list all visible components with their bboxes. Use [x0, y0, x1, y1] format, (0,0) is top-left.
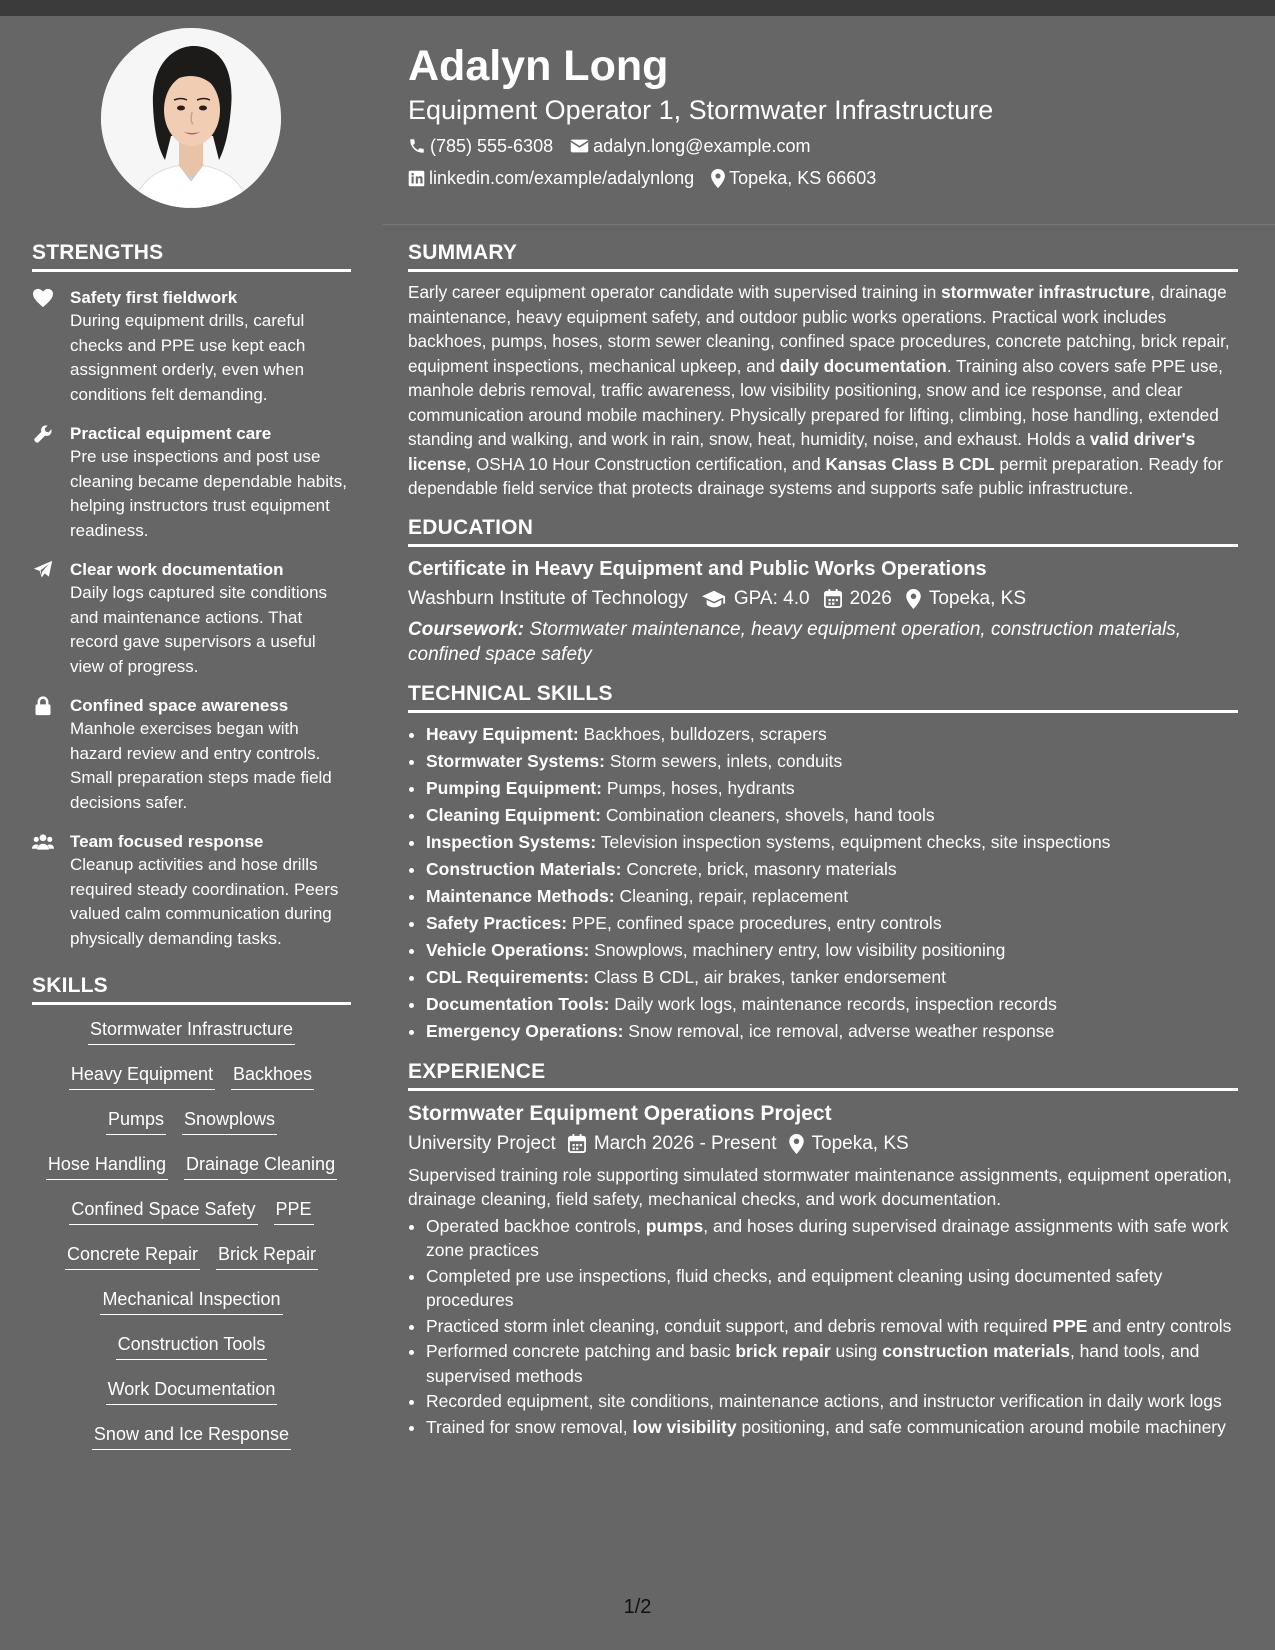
- experience-bullet: [426, 1214, 1238, 1263]
- linkedin-text: linkedin.com/example/adalynlong: [429, 168, 695, 188]
- graduation-cap-icon: [702, 590, 726, 608]
- skill-values: Television inspection systems, equipment checks, site inspections: [596, 831, 1111, 852]
- coursework-label: Coursework:: [408, 618, 525, 640]
- map-pin-icon: [711, 169, 725, 188]
- skill-values: Backhoes, bulldozers, scrapers: [578, 723, 827, 744]
- map-pin-icon: [906, 589, 921, 609]
- contact-row-1: [408, 135, 1238, 157]
- education-section: [408, 515, 1238, 667]
- strength-title: Safety first fieldwork: [70, 288, 238, 307]
- degree-title: Certificate in Heavy Equipment and Public Works Operations: [408, 557, 987, 580]
- bullet-text: Practiced storm inlet cleaning, conduit support, and debris removal with required: [426, 1315, 1053, 1336]
- calendar-icon: [824, 589, 842, 608]
- skill-row: [32, 1107, 351, 1152]
- profile-photo: [101, 28, 281, 208]
- skill-tag: Heavy Equipment: [69, 1062, 215, 1090]
- bullet-text: Recorded equipment, site conditions, maintenance actions, and instructor verification in daily work logs: [426, 1391, 1222, 1411]
- technical-skill-item: [426, 937, 1238, 964]
- bullet-bold: brick repair: [735, 1341, 831, 1361]
- summary-text: permit preparation. Ready for dependable field service that protects drainage systems and supports safe public infrastructure.: [408, 453, 1223, 498]
- education-heading: EDUCATION: [408, 515, 1238, 547]
- phone-icon: [408, 137, 426, 155]
- technical-skill-item: [426, 802, 1238, 829]
- bullet-text: and entry controls: [1087, 1315, 1232, 1336]
- strength-title: Practical equipment care: [70, 424, 272, 443]
- skill-category: Construction Materials:: [426, 858, 622, 879]
- strength-desc: Manhole exercises began with hazard review and entry controls. Small preparation steps made field decisions safer.: [70, 719, 332, 812]
- strength-desc: Pre use inspections and post use cleaning became dependable habits, helping instructors trust equipment readiness.: [70, 447, 347, 540]
- phone-text: (785) 555-6308: [430, 136, 554, 156]
- phone-contact[interactable]: [408, 135, 553, 157]
- skill-row: [32, 1332, 351, 1377]
- strength-item: [32, 830, 351, 951]
- skill-tag: Work Documentation: [106, 1377, 278, 1405]
- skill-tag: Drainage Cleaning: [184, 1152, 337, 1180]
- experience-bullet: [426, 1339, 1238, 1388]
- skill-tag: Snowplows: [182, 1107, 277, 1135]
- exp-location-item: [789, 1131, 909, 1157]
- technical-skill-item: [426, 991, 1238, 1018]
- envelope-icon: [570, 138, 589, 154]
- experience-bullets: [408, 1214, 1238, 1440]
- calendar-icon: [568, 1134, 586, 1153]
- skill-category: Vehicle Operations:: [426, 939, 590, 960]
- skill-row: [32, 1242, 351, 1287]
- contact-row-2: [408, 167, 1238, 189]
- skill-category: Pumping Equipment:: [426, 777, 602, 798]
- gpa-text: GPA: 4.0: [733, 587, 810, 609]
- summary-text: [408, 280, 1238, 501]
- bullet-text: Completed pre use inspections, fluid checks, and equipment cleaning using documented safety procedures: [426, 1265, 1163, 1310]
- skill-category: Safety Practices:: [426, 912, 568, 933]
- bullet-text: Operated backhoe controls,: [426, 1215, 646, 1236]
- edu-location-item: [906, 586, 1026, 612]
- wrench-icon: [32, 424, 54, 444]
- dates-item: [568, 1131, 777, 1157]
- skill-row: [32, 1062, 351, 1107]
- bullet-text: Performed concrete patching and basic: [426, 1341, 736, 1361]
- skills-heading: SKILLS: [32, 973, 351, 1005]
- strength-item: [32, 694, 351, 815]
- bullet-text: , and hoses during supervised drainage assignments with safe work zone practices: [426, 1215, 1229, 1260]
- summary-bold: valid driver's license: [408, 429, 1196, 474]
- technical-skills-section: [408, 681, 1238, 1045]
- experience-bullet: [426, 1314, 1238, 1339]
- skill-row: [32, 1422, 351, 1467]
- technical-skill-item: [426, 1018, 1238, 1045]
- experience-bullet: [426, 1264, 1238, 1313]
- skill-tag: Snow and Ice Response: [92, 1422, 291, 1450]
- summary-text: , OSHA 10 Hour Construction certification, and: [466, 453, 826, 474]
- bullet-text: Trained for snow removal,: [426, 1416, 633, 1437]
- experience-bullet: [426, 1415, 1238, 1440]
- skill-tag: Backhoes: [231, 1062, 314, 1090]
- top-bar: [0, 0, 1275, 16]
- skill-tag: Mechanical Inspection: [100, 1287, 282, 1315]
- strength-desc: During equipment drills, careful checks and PPE use kept each assignment orderly, even when conditions felt demanding.: [70, 311, 306, 404]
- technical-skill-item: [426, 883, 1238, 910]
- candidate-name: Adalyn Long: [408, 42, 669, 90]
- resume-header: [408, 40, 1238, 189]
- experience-section: [408, 1059, 1238, 1440]
- bullet-text: , hand tools, and supervised methods: [426, 1341, 1200, 1386]
- right-column: [408, 240, 1238, 1440]
- strength-item: [32, 286, 351, 407]
- skill-values: Concrete, brick, masonry materials: [621, 858, 897, 879]
- skill-tag: Brick Repair: [216, 1242, 318, 1270]
- strengths-list: [32, 286, 351, 951]
- email-contact[interactable]: [570, 135, 810, 157]
- education-meta: [408, 586, 1238, 612]
- experience-description: Supervised training role supporting simulated stormwater maintenance assignments, equipment operation, drainage cleaning, field safety, mechanical checks, and work documentation.: [408, 1164, 1232, 1209]
- year-text: 2026: [849, 587, 892, 609]
- skill-category: Stormwater Systems:: [426, 750, 605, 771]
- email-text: adalyn.long@example.com: [593, 136, 811, 156]
- strengths-heading: STRENGTHS: [32, 240, 351, 272]
- skill-tag: Hose Handling: [46, 1152, 168, 1180]
- skill-tag: PPE: [274, 1197, 314, 1225]
- skill-values: Cleaning, repair, replacement: [614, 885, 849, 906]
- skill-tag: Pumps: [106, 1107, 166, 1135]
- strength-title: Team focused response: [70, 832, 264, 851]
- skill-category: Heavy Equipment:: [426, 723, 579, 744]
- skill-values: PPE, confined space procedures, entry controls: [567, 912, 942, 933]
- strength-title: Confined space awareness: [70, 696, 289, 715]
- skill-values: Class B CDL, air brakes, tanker endorsement: [589, 966, 947, 987]
- skills-tags: [32, 1017, 351, 1467]
- skill-values: Combination cleaners, shovels, hand tools: [601, 804, 935, 825]
- summary-heading: SUMMARY: [408, 240, 1238, 272]
- summary-bold: daily documentation: [779, 355, 947, 376]
- experience-dates: March 2026 - Present: [593, 1132, 777, 1154]
- bullet-bold: PPE: [1052, 1315, 1088, 1336]
- skill-category: Emergency Operations:: [426, 1020, 624, 1041]
- experience-meta: [408, 1131, 1238, 1157]
- technical-skill-item: [426, 748, 1238, 775]
- strength-desc: Daily logs captured site conditions and maintenance actions. That record gave supervisors a useful view of progress.: [70, 583, 328, 676]
- skill-tag: Concrete Repair: [65, 1242, 200, 1270]
- technical-skill-item: [426, 910, 1238, 937]
- map-pin-icon: [789, 1134, 804, 1154]
- edu-location-text: Topeka, KS: [928, 587, 1027, 609]
- skill-category: Inspection Systems:: [426, 831, 597, 852]
- year-item: [824, 586, 892, 612]
- experience-bullet: [426, 1389, 1238, 1414]
- job-title: Equipment Operator 1, Stormwater Infrastructure: [408, 95, 994, 125]
- page-number: 1/2: [623, 1596, 652, 1618]
- strength-item: [32, 558, 351, 679]
- left-column: [32, 240, 351, 1467]
- header-divider: [383, 224, 1275, 225]
- bullet-bold: construction materials: [882, 1341, 1070, 1361]
- skill-values: Storm sewers, inlets, conduits: [604, 750, 843, 771]
- skill-tag: Construction Tools: [116, 1332, 268, 1360]
- technical-skill-item: [426, 829, 1238, 856]
- coursework: [408, 617, 1238, 667]
- skill-values: Snowplows, machinery entry, low visibility positioning: [589, 939, 1006, 960]
- gpa-item: [702, 586, 810, 612]
- school-name: Washburn Institute of Technology: [408, 587, 688, 609]
- experience-location: Topeka, KS: [811, 1132, 909, 1154]
- technical-skill-item: [426, 775, 1238, 802]
- skill-category: Maintenance Methods:: [426, 885, 615, 906]
- users-icon: [32, 832, 54, 852]
- technical-skills-list: [408, 721, 1238, 1045]
- experience-heading: EXPERIENCE: [408, 1059, 1238, 1091]
- paper-plane-icon: [32, 560, 54, 580]
- skill-tag: Stormwater Infrastructure: [88, 1017, 295, 1045]
- skill-values: Daily work logs, maintenance records, inspection records: [609, 993, 1057, 1014]
- skill-tag: Confined Space Safety: [69, 1197, 257, 1225]
- technical-skill-item: [426, 721, 1238, 748]
- heart-icon: [32, 288, 54, 308]
- skill-row: [32, 1152, 351, 1197]
- skill-row: [32, 1377, 351, 1422]
- summary-text: Early career equipment operator candidate with supervised training in: [408, 282, 942, 302]
- experience-org: University Project: [408, 1132, 556, 1154]
- skill-category: Cleaning Equipment:: [426, 804, 601, 825]
- summary-bold: stormwater infrastructure: [941, 282, 1151, 302]
- summary-bold: Kansas Class B CDL: [825, 453, 995, 474]
- technical-skill-item: [426, 856, 1238, 883]
- technical-skill-item: [426, 964, 1238, 991]
- location-text: Topeka, KS 66603: [729, 168, 877, 188]
- skill-category: CDL Requirements:: [426, 966, 590, 987]
- strength-item: [32, 422, 351, 543]
- linkedin-contact[interactable]: [408, 167, 694, 189]
- bullet-bold: low visibility: [632, 1416, 737, 1437]
- skill-row: [32, 1017, 351, 1062]
- coursework-text: Stormwater maintenance, heavy equipment operation, construction materials, confined space safety: [408, 618, 1182, 665]
- strength-desc: Cleanup activities and hose drills required steady coordination. Peers valued calm communication during physically demanding tasks.: [70, 855, 339, 948]
- summary-text: , drainage maintenance, heavy equipment safety, and outdoor public works operations. Practical work includes backhoes, pumps, hoses, storm sewer cleaning, confined space procedures, concrete patching, brick repair, equipment inspections, mechanical upkeep, and: [408, 282, 1230, 376]
- bullet-text: positioning, and safe communication around mobile machinery: [736, 1416, 1226, 1437]
- strength-title: Clear work documentation: [70, 560, 284, 579]
- skill-values: Pumps, hoses, hydrants: [601, 777, 795, 798]
- technical-skills-heading: TECHNICAL SKILLS: [408, 681, 1238, 713]
- skill-values: Snow removal, ice removal, adverse weather response: [623, 1020, 1055, 1041]
- experience-title: Stormwater Equipment Operations Project: [408, 1101, 832, 1125]
- bullet-text: using: [830, 1341, 883, 1361]
- skill-category: Documentation Tools:: [426, 993, 610, 1014]
- lock-icon: [32, 696, 54, 716]
- bullet-bold: pumps: [645, 1215, 704, 1236]
- skill-row: [32, 1197, 351, 1242]
- location-contact: [711, 167, 876, 189]
- summary-text: . Training also covers safe PPE use, manhole debris removal, traffic awareness, low visibility positioning, snow and ice response, and clear communication around mobile machinery. Physically prepared for lifting, climbing, hose handling, extended standing and walking, and work in rain, snow, heat, humidity, noise, and exhaust. Holds a: [408, 355, 1223, 449]
- skill-row: [32, 1287, 351, 1332]
- linkedin-icon: [408, 170, 425, 187]
